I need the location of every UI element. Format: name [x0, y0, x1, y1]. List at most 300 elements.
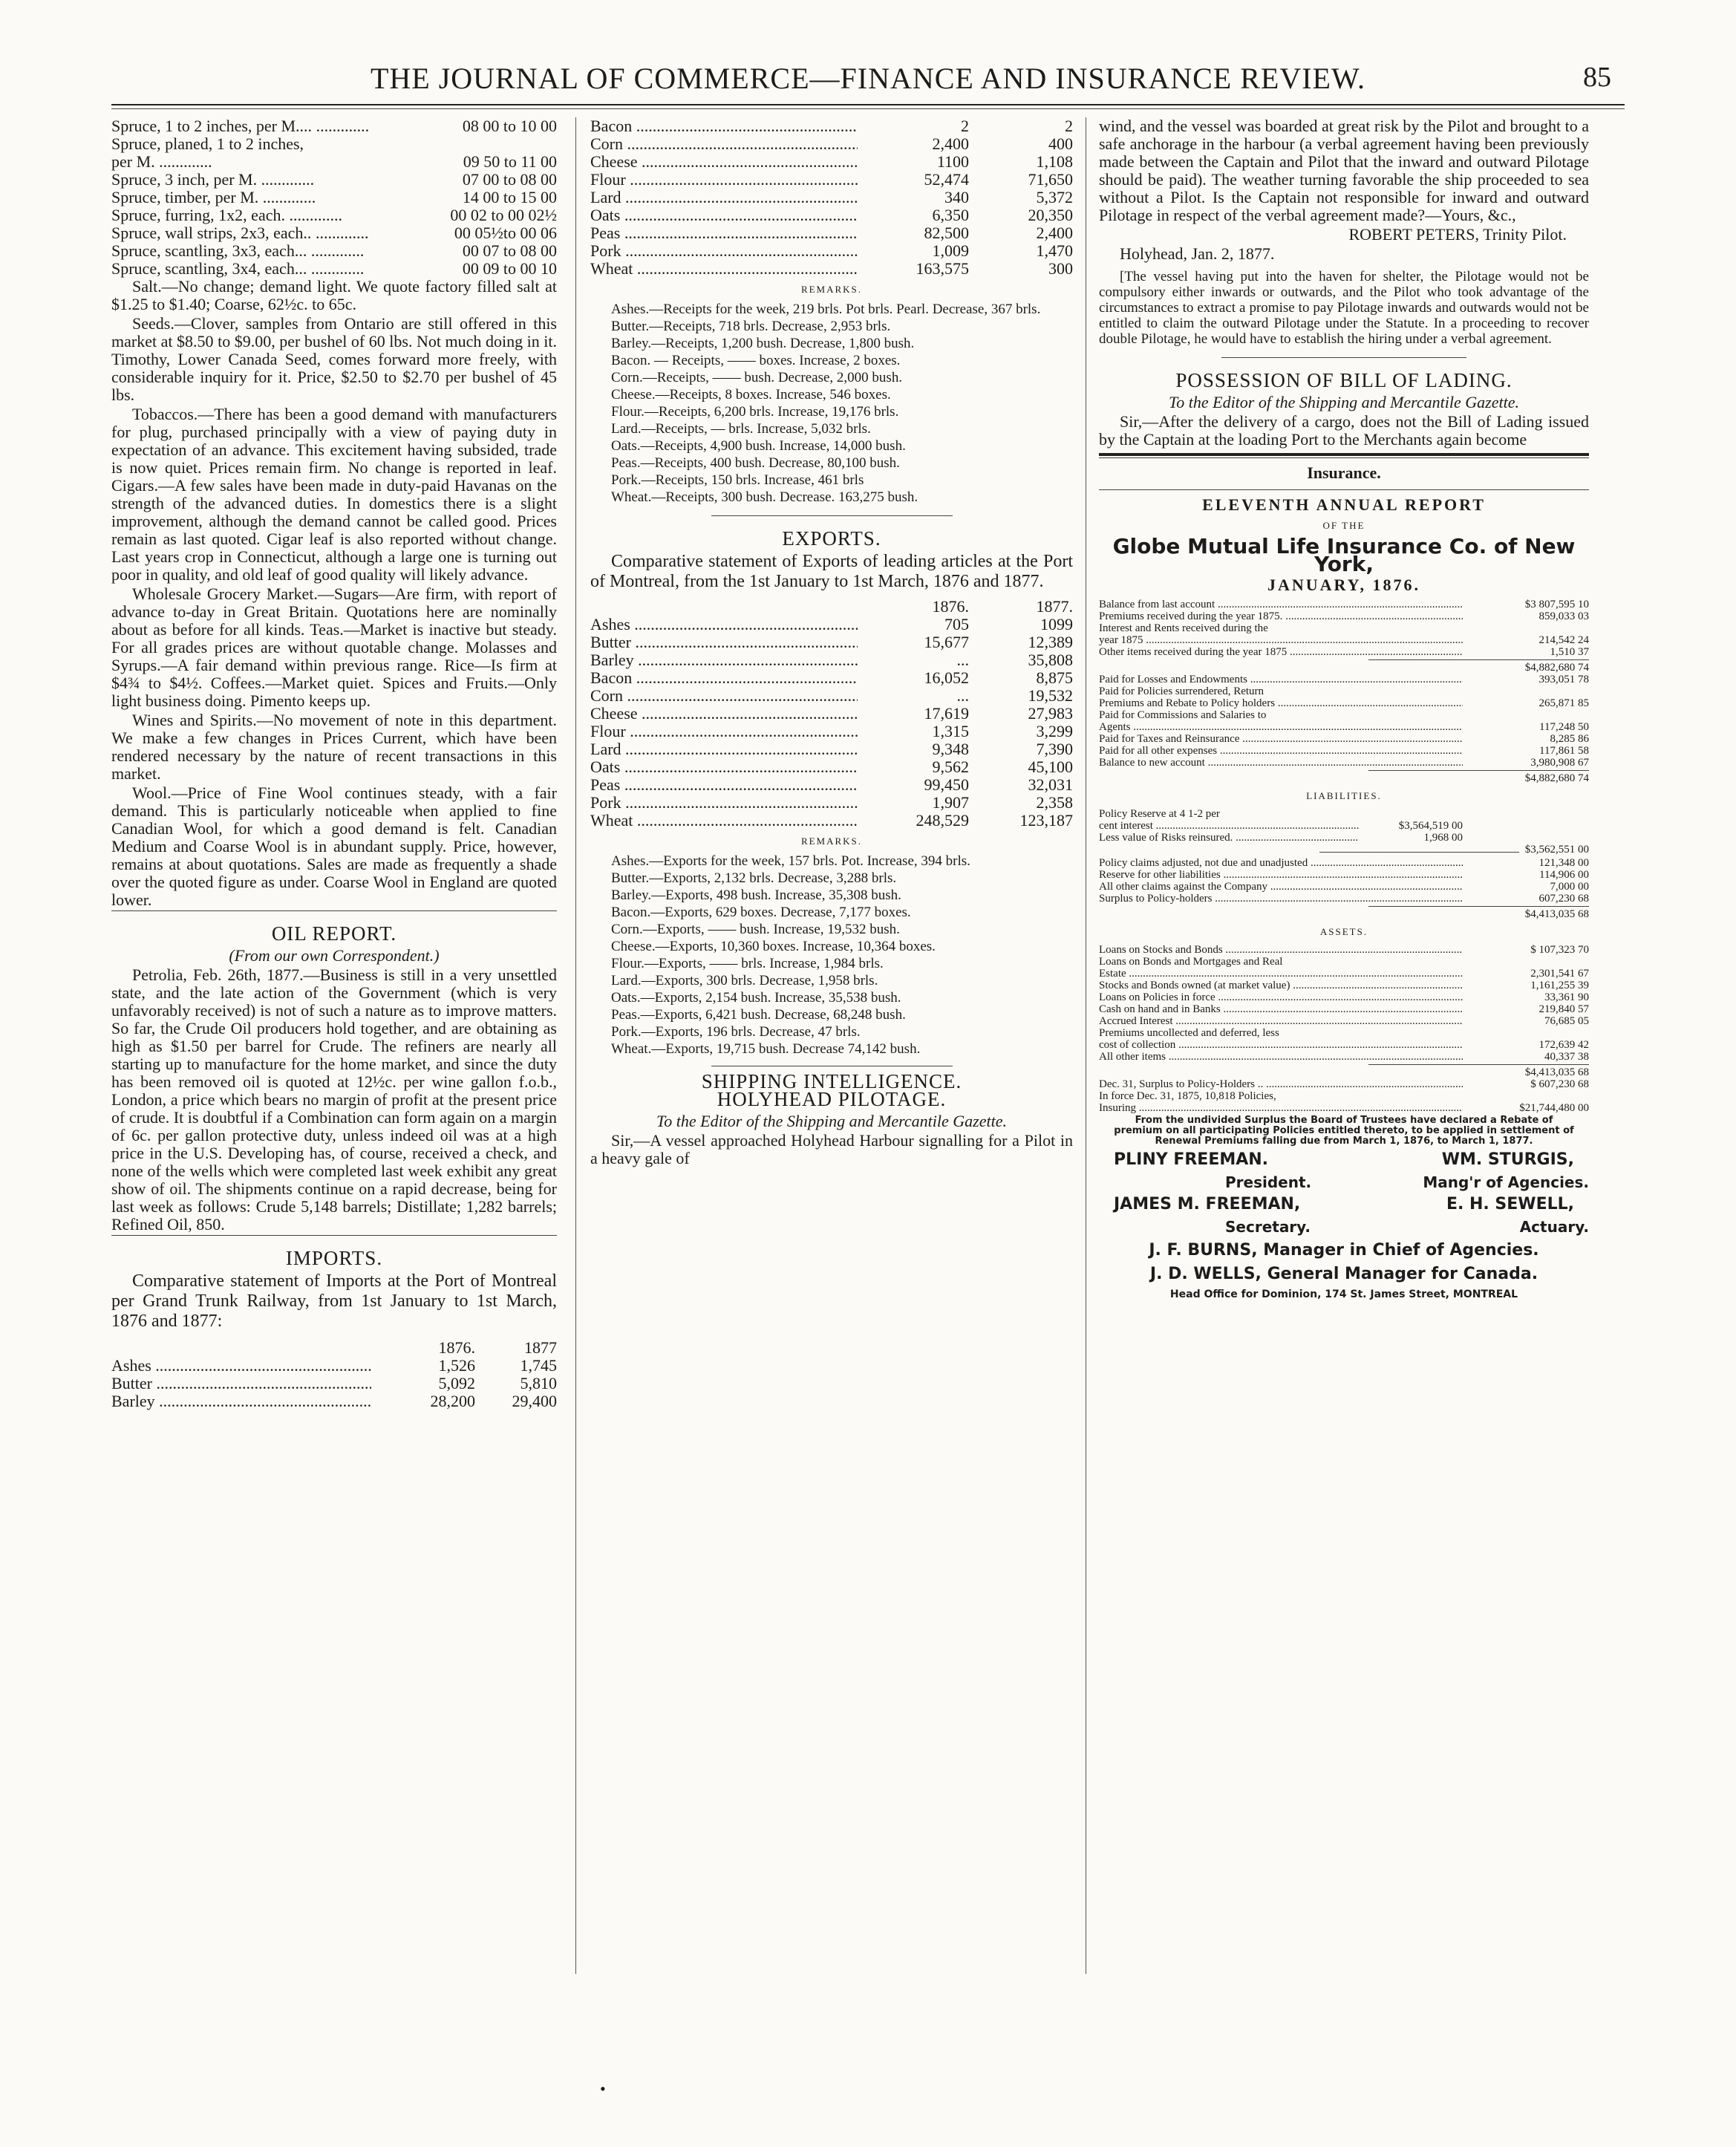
row-label: Less value of Risks reinsured. ..... [1099, 832, 1359, 844]
paragraph: Salt.—No change; demand light. We quote factory filled salt at $1.25 to $1.40; Coarse, 62½c. to 65c. [111, 277, 557, 313]
row-label: Pork ..... [590, 794, 858, 812]
paragraph: Seeds.—Clover, samples from Ontario are still offered in this market at $8.50 to $9.00, per bushel of 60 lbs. Not much doing in it. Timothy, Lower Canada Seed, comes forward more freely, with considerable inquiry for it. Price, $2.50 to $2.70 per bushel of 45 lbs. [111, 314, 557, 404]
table-row [590, 705, 1073, 723]
paragraph: Flour.—Exports, —— brls. Increase, 1,984 brls. [611, 956, 884, 971]
sum-rule [1368, 1064, 1589, 1065]
row-label: Flour ..... [590, 723, 858, 740]
row-value: 859,033 03 [1538, 610, 1589, 622]
value-1877: 12,389 [1028, 633, 1073, 651]
table-row [1099, 857, 1589, 869]
bill-text: Sir,—After the delivery of a cargo, does not the Bill of Lading issued by the Captain at the loading Port to the Merchants again become [1099, 412, 1589, 449]
row-label: Spruce, timber, per M. ..... [111, 189, 408, 206]
value-1877: 2,358 [1036, 794, 1073, 812]
value-1877: 400 [1048, 135, 1073, 153]
row-value: 76,685 05 [1544, 1015, 1589, 1027]
row-label: Cash on hand and in Banks ..... [1099, 1003, 1463, 1015]
row-label: year 1875 ..... [1099, 634, 1463, 646]
row-value: $3,564,519 00 [1398, 820, 1463, 832]
table-row [1099, 622, 1589, 634]
reserve-label: Policy Reserve at 4 1-2 per [1099, 808, 1220, 820]
row-label: Dec. 31, Surplus to Policy-Holders .. ..... [1099, 1078, 1463, 1090]
disb-total [1099, 772, 1589, 784]
oil-report-text: Petrolia, Feb. 26th, 1877.—Business is still in a very unsettled state, and the late action of the Government (which is very unfavorably received) is not of such a nature as to improve matters. So far, the Crude Oil producers hold together, and are obtaining as high as $1.50 per barrel for Crude. The refiners are nearly all starting up to manufacture for the home market, and since the duty has been removed oil is quoted at 12½c. per wine gallon f.o.b., London, a price which bears no margin of profit at the present price of crude. It is doubtful if a Combination can form again on a margin of 6c. per gallon protective duty, unless indeed oil was at a high price in the U.S. Developing has, of course, received a check, and none of the wells which were completed last week exhibit any great show of oil. The shipments continue on a rapid decrease, being for last week as follows: Crude 5,148 barrels; Distillate; 1,282 barrels; Refined Oil, 850. [111, 965, 557, 1234]
year-1876: 1876. [438, 1339, 475, 1357]
divider [1221, 357, 1466, 358]
shipping-heading: SHIPPING INTELLIGENCE. [701, 1070, 962, 1092]
value-1876: 28,200 [430, 1392, 475, 1410]
value-1876: 16,052 [924, 669, 969, 687]
column-divider [575, 117, 576, 1974]
manager-line: J. D. WELLS, General Manager for Canada. [1149, 1265, 1538, 1283]
row-value: 1,510 37 [1550, 646, 1589, 658]
paragraph: Butter.—Receipts, 718 brls. Decrease, 2,953 brls. [611, 319, 891, 334]
officer-name: JAMES M. FREEMAN, [1114, 1195, 1301, 1213]
table-row [1099, 1102, 1589, 1114]
row-label: Stocks and Bonds owned (at market value) ..... [1099, 980, 1463, 991]
divider [1099, 489, 1589, 490]
paragraph: Cheese.—Receipts, 8 boxes. Increase, 546 boxes. [611, 387, 891, 403]
market-reports [111, 278, 557, 909]
row-label: Accrued Interest ..... [1099, 1015, 1463, 1027]
table-row [1099, 1015, 1589, 1027]
paragraph: Peas.—Receipts, 400 bush. Decrease, 80,100 bush. [611, 455, 900, 471]
value-1877: 3,299 [1036, 723, 1073, 740]
table-row [1099, 956, 1589, 968]
table-row [590, 616, 1073, 633]
table-row [590, 651, 1073, 669]
row-label: Paid for Commissions and Salaries to [1099, 709, 1267, 721]
row-value: 33,361 90 [1544, 991, 1589, 1003]
table-row [111, 260, 557, 278]
table-row [1099, 1090, 1589, 1102]
value-1877: 300 [1048, 260, 1073, 278]
row-label: Spruce, furring, 1x2, each. ..... [111, 206, 408, 224]
assets-label: ASSETS. [1319, 926, 1368, 937]
row-value: 214,542 24 [1538, 634, 1589, 646]
paragraph: Butter.—Exports, 2,132 brls. Decrease, 3,288 brls. [611, 870, 897, 886]
row-label: Oats ..... [590, 758, 858, 776]
paragraph: Ashes.—Receipts for the week, 219 brls. Pot brls. Pearl. Decrease, 367 brls. [611, 302, 1041, 317]
value-1876: 82,500 [924, 224, 969, 242]
table-row [1099, 881, 1589, 893]
row-label: Ashes ..... [111, 1357, 371, 1375]
table-row [590, 669, 1073, 687]
paragraph: Wines and Spirits.—No movement of note in this department. We make a few changes in Prices Current, which have been rendered necessary by the nature of recent transactions in this market. [111, 711, 557, 783]
table-row [1099, 832, 1463, 844]
income-total-value: $4,882,680 74 [1524, 662, 1589, 674]
assets-total-value: $4,413,035 68 [1524, 1066, 1589, 1078]
value-1877: 1,108 [1036, 153, 1073, 171]
row-value: $21,744,480 00 [1519, 1102, 1589, 1114]
row-value: 172,639 42 [1538, 1039, 1589, 1051]
row-label: Corn ..... [590, 687, 858, 705]
row-label: Interest and Rents received during the [1099, 622, 1268, 634]
row-label: Insuring ..... [1099, 1102, 1463, 1114]
table-row [590, 153, 1073, 171]
pilotage-heading: HOLYHEAD PILOTAGE. [717, 1088, 947, 1110]
row-label: Estate ..... [1099, 968, 1463, 980]
value-1877: 5,810 [520, 1375, 557, 1392]
table-row [1099, 721, 1589, 733]
paragraph: Flour.—Receipts, 6,200 brls. Increase, 19,176 brls. [611, 404, 899, 420]
table-row [111, 206, 557, 224]
row-label: Surplus to Policy-holders ..... [1099, 893, 1463, 905]
paragraph: Corn.—Receipts, —— bush. Decrease, 2,000 bush. [611, 370, 903, 385]
value-1876: 5,092 [438, 1375, 475, 1392]
value-1877: 32,031 [1028, 776, 1073, 794]
row-label: Barley ..... [590, 651, 858, 669]
value-1877: 1,470 [1036, 242, 1073, 260]
paragraph: Wheat.—Exports, 19,715 bush. Decrease 74,142 bush. [611, 1041, 921, 1057]
value-1876: ... [956, 687, 969, 705]
value-1876: 340 [944, 189, 969, 206]
row-label: Paid for Taxes and Reinsurance ..... [1099, 733, 1463, 745]
row-value: 00 07 to 08 00 [462, 242, 557, 260]
row-label: Spruce, scantling, 3x3, each... ..... [111, 242, 408, 260]
year-1877: 1877 [524, 1339, 557, 1357]
row-label: per M. ..... [111, 153, 408, 171]
paragraph: Cheese.—Exports, 10,360 boxes. Increase, 10,364 boxes. [611, 939, 936, 954]
company-name: Globe Mutual Life Insurance Co. of New York, [1112, 534, 1576, 576]
row-label: Bacon ..... [590, 117, 858, 135]
liab-total [1099, 908, 1589, 920]
row-value: 2,301,541 67 [1530, 968, 1589, 980]
table-row [1099, 820, 1463, 832]
value-1877: 2 [1065, 117, 1073, 135]
row-value: 8,285 86 [1550, 733, 1589, 745]
row-label: Oats ..... [590, 206, 858, 224]
paragraph: Barley.—Exports, 498 bush. Increase, 35,308 bush. [611, 887, 901, 903]
value-1877: 27,983 [1028, 705, 1073, 723]
income-table [1099, 599, 1589, 658]
bill-of-lading-heading: POSSESSION OF BILL OF LADING. [1175, 369, 1513, 391]
table-row [1099, 733, 1589, 745]
table-row [1099, 674, 1589, 685]
row-label: Bacon ..... [590, 669, 858, 687]
row-value: 219,840 57 [1538, 1003, 1589, 1015]
column-3 [1099, 117, 1589, 1969]
row-label: Loans on Policies in force ..... [1099, 991, 1463, 1003]
officer-title: President. [1225, 1173, 1312, 1191]
table-row [111, 153, 557, 171]
paragraph: Oats.—Receipts, 4,900 bush. Increase, 14,000 bush. [611, 438, 906, 454]
value-1876: 17,619 [924, 705, 969, 723]
row-label: Butter ..... [590, 633, 858, 651]
table-row [1099, 980, 1589, 991]
value-1877: 123,187 [1019, 812, 1073, 830]
value-1876: 1,526 [438, 1357, 475, 1375]
row-label: Policy claims adjusted, not due and unadjusted ..... [1099, 857, 1463, 869]
value-1876: 163,575 [916, 260, 969, 278]
row-label: Loans on Bonds and Mortgages and Real [1099, 956, 1283, 968]
imports-remarks [590, 302, 1073, 505]
row-value: 3,980,908 67 [1530, 757, 1589, 769]
row-value: 117,861 58 [1539, 745, 1589, 757]
row-label: Corn ..... [590, 135, 858, 153]
row-value: $3 807,595 10 [1524, 599, 1589, 610]
row-value: 07 00 to 08 00 [462, 171, 557, 189]
value-1877: 2,400 [1036, 224, 1073, 242]
table-row [1099, 697, 1589, 709]
table-row [590, 135, 1073, 153]
table-row [590, 758, 1073, 776]
officer-name: E. H. SEWELL, [1446, 1195, 1574, 1213]
page-number: 85 [1583, 62, 1611, 93]
row-value: 1,161,255 39 [1530, 980, 1589, 991]
liabilities-table [1099, 857, 1589, 905]
row-value: 09 50 to 11 00 [463, 153, 557, 171]
table-row [1099, 757, 1589, 769]
row-label: Paid for all other expenses ..... [1099, 745, 1463, 757]
row-label: In force Dec. 31, 1875, 10,818 Policies, [1099, 1090, 1276, 1102]
paragraph: Tobaccos.—There has been a good demand with manufacturers for plug, purchased principally with a view of paying duty in expectation of an advance. This excitement having subsided, trade is now quiet. Prices remain firm. No change is reported in leaf. Cigars.—A few sales have been made in duty-paid Havanas on the strength of the advanced duties. In domestics there is a slight improvement, although the demand cannot be called good. Prices remain as last quoted. Cigar leaf is also reported without change. Last years crop in Connecticut, although a large one is turning out poor in quality, and old leaf of good quality will likely advance. [111, 405, 557, 584]
value-1876: 1,315 [932, 723, 969, 740]
value-1877: 5,372 [1036, 189, 1073, 206]
row-label: Wheat ..... [590, 260, 858, 278]
officer-name: PLINY FREEMAN. [1114, 1150, 1269, 1169]
to-editor: To the Editor of the Shipping and Mercantile Gazette. [656, 1112, 1007, 1130]
divider [711, 515, 953, 516]
row-label: Wheat ..... [590, 812, 858, 830]
paragraph: Corn.—Exports, —— bush. Increase, 19,532 bush. [611, 922, 900, 937]
table-row [1099, 991, 1589, 1003]
header-rule [111, 104, 1625, 105]
table-row [590, 812, 1073, 830]
row-label: Spruce, planed, 1 to 2 inches, [111, 135, 304, 153]
row-label: Premiums received during the year 1875. ..... [1099, 610, 1463, 622]
row-label: Premiums uncollected and deferred, less [1099, 1027, 1279, 1039]
table-row [1099, 610, 1589, 622]
exports-remarks [590, 853, 1073, 1057]
row-label: Pork ..... [590, 242, 858, 260]
table-row [111, 171, 557, 189]
officers [1099, 1151, 1589, 1236]
table-row [1099, 893, 1589, 905]
table-row [1099, 1003, 1589, 1015]
reserve-net-value: $3,562,551 00 [1524, 844, 1589, 856]
value-1877: 45,100 [1028, 758, 1073, 776]
value-1877: 1099 [1040, 616, 1073, 633]
paragraph: Wholesale Grocery Market.—Sugars—Are firm, with report of advance to-day in Great Britain. Quotations here are nominally about as before for all kinds. Teas.—Market is inactive but steady. For all grades prices are without quotable change. Molasses and Syrups.—A fair demand within previous range. Rice—Is firm at $4¾ to $4½. Coffees.—Market quiet. Spices and Fruits.—Only light business doing. Pimento keeps up. [111, 584, 557, 710]
row-value: 00 05½to 00 06 [454, 224, 557, 242]
section-rule-thin [1099, 457, 1589, 458]
assets-table [1099, 944, 1589, 1063]
row-value: 7,000 00 [1550, 881, 1589, 893]
imports-table [111, 1357, 557, 1410]
footnote: From the undivided Surplus the Board of Trustees have declared a Rebate of premium on all participating Policies entitled thereto, to be applied in settlement of Renewal Premiums falling due from March 1, 1876, to March 1, 1877. [1114, 1115, 1574, 1147]
row-label: Peas ..... [590, 224, 858, 242]
value-1876: 6,350 [932, 206, 969, 224]
row-label: All other items ..... [1099, 1051, 1463, 1063]
row-value: $ 107,323 70 [1530, 944, 1589, 956]
paragraph: Pork.—Receipts, 150 brls. Increase, 461 brls [611, 472, 864, 488]
remarks-label: REMARKS. [800, 284, 863, 295]
sum-rule [1368, 770, 1589, 771]
row-value: 117,248 50 [1539, 721, 1589, 733]
officer-title: Secretary. [1225, 1218, 1311, 1236]
row-label: Butter ..... [111, 1375, 371, 1392]
table-row [1099, 685, 1589, 697]
row-label: Cheese ..... [590, 705, 858, 723]
table-row [1099, 745, 1589, 757]
disbursements-table [1099, 674, 1589, 769]
row-value: 00 09 to 00 10 [462, 260, 557, 278]
row-label: Spruce, 3 inch, per M. ..... [111, 171, 408, 189]
of-the: OF THE [1322, 520, 1365, 531]
paragraph: Lard.—Exports, 300 brls. Decrease, 1,958 brls. [611, 973, 878, 988]
officer-titles [1099, 1173, 1589, 1191]
row-label: Balance to new account ..... [1099, 757, 1463, 769]
table-row [590, 776, 1073, 794]
table-row [111, 1357, 557, 1375]
value-1876: 1,907 [932, 794, 969, 812]
row-label: Agents ..... [1099, 721, 1463, 733]
table-row [1099, 646, 1589, 658]
value-1876: 15,677 [924, 633, 969, 651]
paragraph: Pork.—Exports, 196 brls. Decrease, 47 brls. [611, 1024, 861, 1040]
year-1877: 1877. [1036, 598, 1073, 616]
managers [1099, 1242, 1589, 1283]
sum-rule [1368, 659, 1589, 660]
value-1876: 99,450 [924, 776, 969, 794]
imports-years [111, 1339, 557, 1357]
table-row [111, 117, 557, 135]
letter-continued: wind, and the vessel was boarded at great risk by the Pilot and brought to a safe anchorage in the harbour (a verbal agreement having been previously made between the Captain and Pilot that the inward and outward Pilotage should be paid). The weather turning favorable the ship proceeded to sea without a Pilot. Is the Captain not responsible for inward and outward Pilotage in respect of the verbal agreement made?—Yours, &c., [1099, 117, 1589, 224]
table-row [590, 794, 1073, 812]
paragraph: Ashes.—Exports for the week, 157 brls. Pot. Increase, 394 brls. [611, 853, 970, 869]
reserve-net [1099, 844, 1589, 857]
income-total [1099, 662, 1589, 674]
value-1877: 29,400 [512, 1392, 557, 1410]
row-label: Spruce, scantling, 3x4, each... ..... [111, 260, 408, 278]
header-rule-thin [111, 108, 1625, 109]
liab-total-value: $4,413,035 68 [1524, 908, 1589, 920]
officer-titles [1099, 1218, 1589, 1236]
paragraph: Bacon. — Receipts, —— boxes. Increase, 2 boxes. [611, 353, 901, 368]
row-value: 00 02 to 00 02½ [450, 206, 557, 224]
table-row [1099, 1039, 1589, 1051]
value-1876: 1,009 [932, 242, 969, 260]
row-value: 393,051 78 [1538, 674, 1589, 685]
spruce-price-list [111, 117, 557, 278]
head-office: Head Office for Dominion, 174 St. James Street, MONTREAL [1169, 1288, 1518, 1300]
journal-title: THE JOURNAL OF COMMERCE—FINANCE AND INSURANCE REVIEW. [370, 62, 1366, 95]
row-label: Lard ..... [590, 740, 858, 758]
paragraph: Oats.—Exports, 2,154 bush. Increase, 35,538 bush. [611, 990, 901, 1006]
insurance-heading: Insurance. [1307, 463, 1381, 482]
imports-table-continued [590, 117, 1073, 278]
assets-total [1099, 1066, 1589, 1078]
table-row [1099, 869, 1589, 881]
oil-report-byline: (From our own Correspondent.) [229, 946, 440, 965]
row-label: Loans on Stocks and Bonds ..... [1099, 944, 1463, 956]
imports-heading: IMPORTS. [285, 1247, 383, 1269]
officer-names [1099, 1151, 1589, 1169]
remarks-label: REMARKS. [800, 835, 863, 847]
exports-heading: EXPORTS. [782, 527, 881, 550]
table-row [1099, 1078, 1589, 1090]
table-row [1099, 1027, 1589, 1039]
table-row [1099, 709, 1589, 721]
row-label: Flour ..... [590, 171, 858, 189]
table-row [1099, 599, 1589, 610]
surplus-table [1099, 1078, 1589, 1114]
letter-dateline: Holyhead, Jan. 2, 1877. [1120, 244, 1275, 263]
value-1876: 248,529 [916, 812, 969, 830]
column-1 [111, 117, 557, 1969]
editor-comment: [The vessel having put into the haven for shelter, the Pilotage would not be compulsory either inwards or outwards, and the Pilot who took advantage of the circumstances to extract a promise to pay Pilotage inwards and outwards would not be entitled to claim the outward Pilotage under the Statute. In a proceeding to recover double Pilotage, he would have to establish the hiring under a verbal agreement. [1099, 269, 1589, 347]
paragraph: Lard.—Receipts, — brls. Increase, 5,032 brls. [611, 421, 871, 437]
row-label: cost of collection ..... [1099, 1039, 1463, 1051]
value-1876: 2 [961, 117, 969, 135]
paragraph: Wheat.—Receipts, 300 bush. Decrease. 163,275 bush. [611, 489, 918, 505]
table-row [111, 1392, 557, 1410]
row-label: Premiums and Rebate to Policy holders ..... [1099, 697, 1463, 709]
table-row [590, 633, 1073, 651]
section-rule [1099, 453, 1589, 456]
value-1877: 19,532 [1028, 687, 1073, 705]
row-label: Balance from last account ..... [1099, 599, 1463, 610]
value-1876: 52,474 [924, 171, 969, 189]
value-1876: 705 [944, 616, 969, 633]
value-1876: 2,400 [932, 135, 969, 153]
letter-signature: ROBERT PETERS, Trinity Pilot. [1348, 225, 1567, 244]
exports-years [590, 598, 1073, 616]
paragraph: Wool.—Price of Fine Wool continues steady, with a fair demand. This is particularly noticeable when applied to fine Canadian Wool, for which a good demand is felt. Canadian Medium and Coarse Wool is in abundant supply. Price, however, remains at about quotations. Sales are made as frequently a shade over the quoted figure as under. Coarse Wool in England are quoted lower. [111, 783, 557, 909]
report-date: JANUARY, 1876. [1267, 576, 1421, 594]
table-row [111, 1375, 557, 1392]
exports-table [590, 616, 1073, 830]
bullet-mark: • [600, 2079, 606, 2098]
letter-text: Sir,—A vessel approached Holyhead Harbour signalling for a Pilot in a heavy gale of [590, 1131, 1073, 1167]
divider [111, 910, 557, 911]
table-row [590, 224, 1073, 242]
table-row [590, 740, 1073, 758]
page-header [111, 61, 1625, 98]
row-label: cent interest ..... [1099, 820, 1359, 832]
row-value: 14 00 to 15 00 [462, 189, 557, 206]
table-row [590, 206, 1073, 224]
row-value: 265,871 85 [1538, 697, 1589, 709]
row-value: 1,968 00 [1423, 832, 1463, 844]
column-2 [590, 117, 1073, 1969]
row-label: All other claims against the Company ..... [1099, 881, 1463, 893]
divider [111, 1235, 557, 1236]
officer-title: Mang'r of Agencies. [1423, 1173, 1589, 1191]
row-label: Paid for Policies surrendered, Return [1099, 685, 1265, 697]
table-row [590, 242, 1073, 260]
sum-rule [1368, 906, 1589, 907]
value-1877: 71,650 [1028, 171, 1073, 189]
table-row [1099, 634, 1589, 646]
manager-line: J. F. BURNS, Manager in Chief of Agencies. [1149, 1241, 1539, 1260]
value-1877: 8,875 [1036, 669, 1073, 687]
table-row [590, 189, 1073, 206]
table-row [590, 687, 1073, 705]
disb-total-value: $4,882,680 74 [1524, 772, 1589, 784]
row-label: Spruce, 1 to 2 inches, per M.... ..... [111, 117, 408, 135]
row-label: Peas ..... [590, 776, 858, 794]
table-row [590, 260, 1073, 278]
value-1877: 20,350 [1028, 206, 1073, 224]
row-label: Lard ..... [590, 189, 858, 206]
row-label: Other items received during the year 1875 ..... [1099, 646, 1463, 658]
row-label: Reserve for other liabilities ..... [1099, 869, 1463, 881]
table-row [111, 189, 557, 206]
year-1876: 1876. [932, 598, 969, 616]
reserve-table [1099, 820, 1589, 844]
value-1876: ... [956, 651, 969, 669]
